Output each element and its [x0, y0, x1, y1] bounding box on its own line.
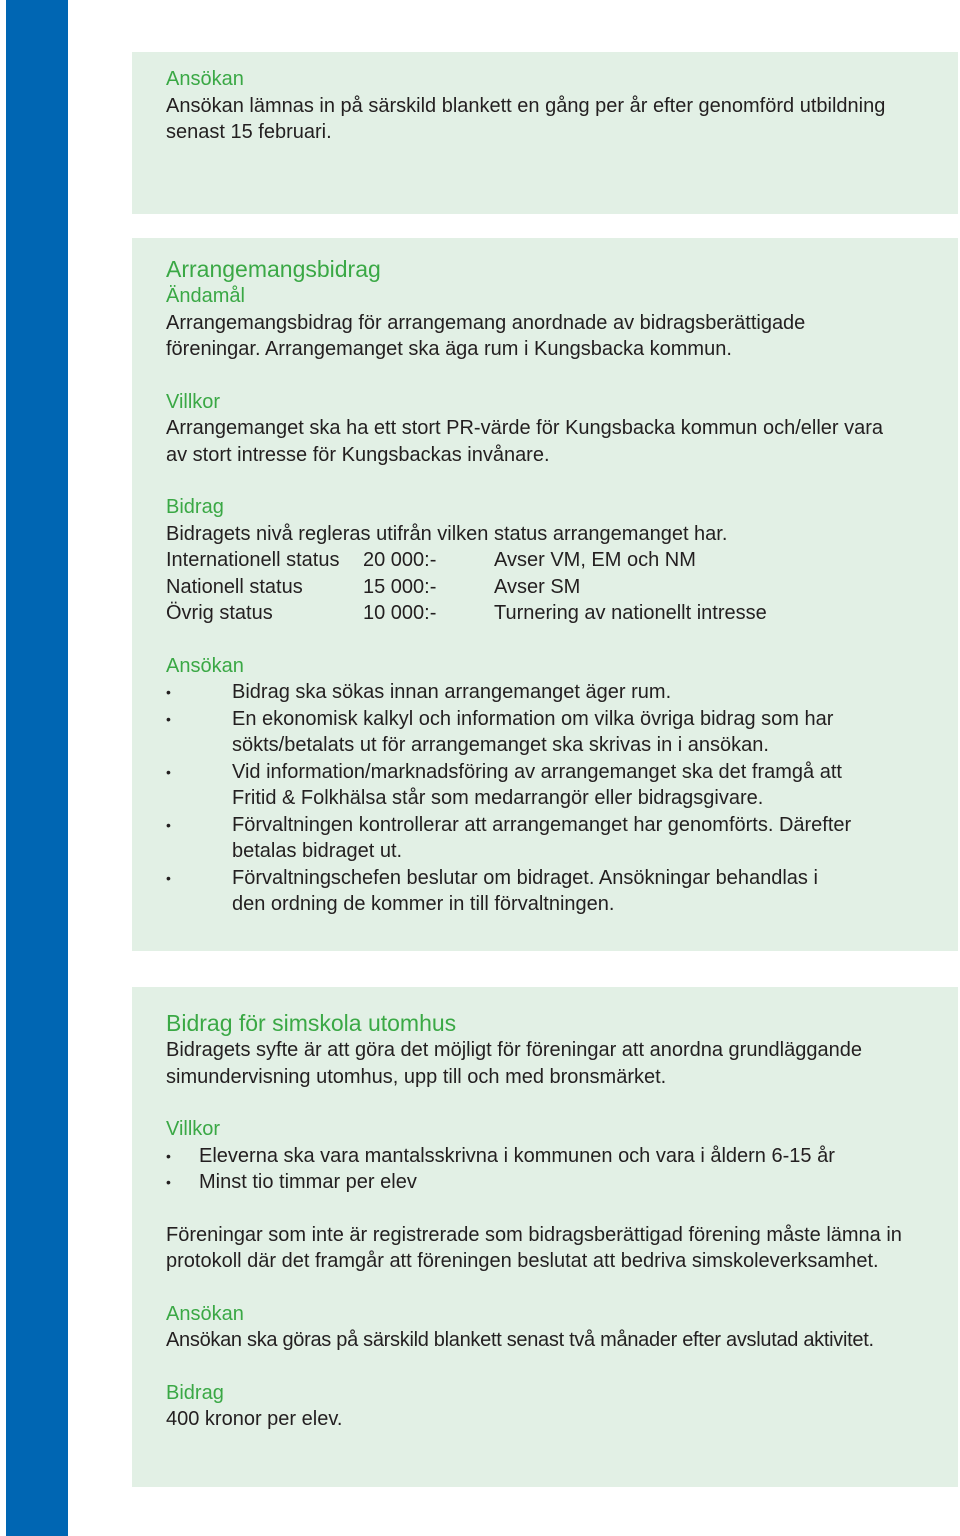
swim-school-intro: Bidragets syfte är att göra det möjligt för föreningar att anordna grundläggande simundervisning utomhus, upp till och med bronsmärket. — [166, 1039, 862, 1088]
level-status: Övrig status — [166, 602, 273, 624]
swim-grant-text: 400 kronor per elev. — [166, 1408, 343, 1430]
side-color-bar — [6, 0, 68, 1536]
level-amount: 10 000:- — [363, 602, 437, 624]
bullet-icon: • — [166, 1147, 171, 1164]
level-status: Internationell status — [166, 549, 340, 571]
list-item: • Vid information/marknadsföring av arrangemanget ska det framgå att Fritid & Folkhälsa står som medarrangör eller bidragsgivare. — [166, 760, 842, 809]
list-item: • Förvaltningschefen beslutar om bidraget. Ansökningar behandlas i den ordning de kommer in till förvaltningen. — [166, 866, 818, 915]
bullet-icon: • — [166, 684, 171, 700]
bullet-icon: • — [166, 1174, 171, 1190]
level-amount: 20 000:- — [363, 549, 437, 571]
event-grant-title: Arrangemangsbidrag — [166, 256, 381, 282]
list-item: • Eleverna ska vara mantalsskrivna i kommunen och vara i åldern 6-15 år — [166, 1143, 958, 1170]
purpose-text: Arrangemangsbidrag för arrangemang anordnade av bidragsberättigade föreningar. Arrangemanget ska äga rum i Kungsbacka kommun. — [166, 311, 806, 360]
conditions-text: Arrangemanget ska ha ett stort PR-värde för Kungsbacka kommun och/eller vara av stort intresse för Kungsbackas invånare. — [166, 417, 884, 466]
grant-heading: Bidrag — [166, 496, 224, 518]
list-item: • Bidrag ska sökas innan arrangemanget äger rum. — [166, 679, 856, 706]
grant-level-row — [166, 574, 958, 601]
event-grant-box — [132, 238, 958, 951]
list-item: • En ekonomisk kalkyl och information om vilka övriga bidrag som har sökts/betalats ut för arrangemanget ska skrivas in i ansökan. — [166, 707, 834, 756]
application-text: Ansökan lämnas in på särskild blankett en gång per år efter genomförd utbildning senast 15 februari. — [166, 94, 886, 143]
application-box — [132, 52, 958, 214]
grant-level-row — [166, 600, 958, 627]
grant-levels-table — [166, 547, 958, 627]
purpose-heading: Ändamål — [166, 285, 245, 307]
list-item: • Förvaltningen kontrollerar att arrangemanget har genomförts. Därefter betalas bidraget ut. — [166, 813, 852, 862]
event-application-list — [166, 679, 856, 918]
application-heading: Ansökan — [166, 68, 244, 90]
grant-text: Bidragets nivå regleras utifrån vilken status arrangemanget har. — [166, 522, 728, 545]
swim-school-title: Bidrag för simskola utomhus — [166, 1010, 457, 1036]
swim-application-text: Ansökan ska göras på särskild blankett senast två månader efter avslutad aktivitet. — [166, 1329, 874, 1351]
bullet-icon: • — [166, 869, 171, 886]
swim-grant-heading: Bidrag — [166, 1381, 224, 1404]
swim-school-box — [132, 987, 958, 1487]
level-note: Turnering av nationellt intresse — [494, 602, 767, 624]
bullet-icon: • — [166, 710, 171, 727]
bullet-icon: • — [166, 816, 171, 833]
event-application-heading: Ansökan — [166, 654, 244, 677]
swim-conditions-list — [166, 1143, 958, 1196]
level-note: Avser SM — [494, 575, 581, 598]
swim-conditions-heading: Villkor — [166, 1118, 221, 1140]
level-amount: 15 000:- — [363, 575, 437, 598]
level-status: Nationell status — [166, 575, 303, 598]
swim-note: Föreningar som inte är registrerade som bidragsberättigad förening måste lämna in protokoll där det framgår att föreningen beslutat att bedriva simskoleverksamhet. — [166, 1223, 902, 1272]
level-note: Avser VM, EM och NM — [494, 549, 696, 571]
conditions-heading: Villkor — [166, 390, 221, 413]
grant-level-row — [166, 547, 958, 574]
bullet-icon: • — [166, 763, 171, 780]
swim-application-heading: Ansökan — [166, 1302, 244, 1325]
list-item: • Minst tio timmar per elev — [166, 1169, 958, 1196]
